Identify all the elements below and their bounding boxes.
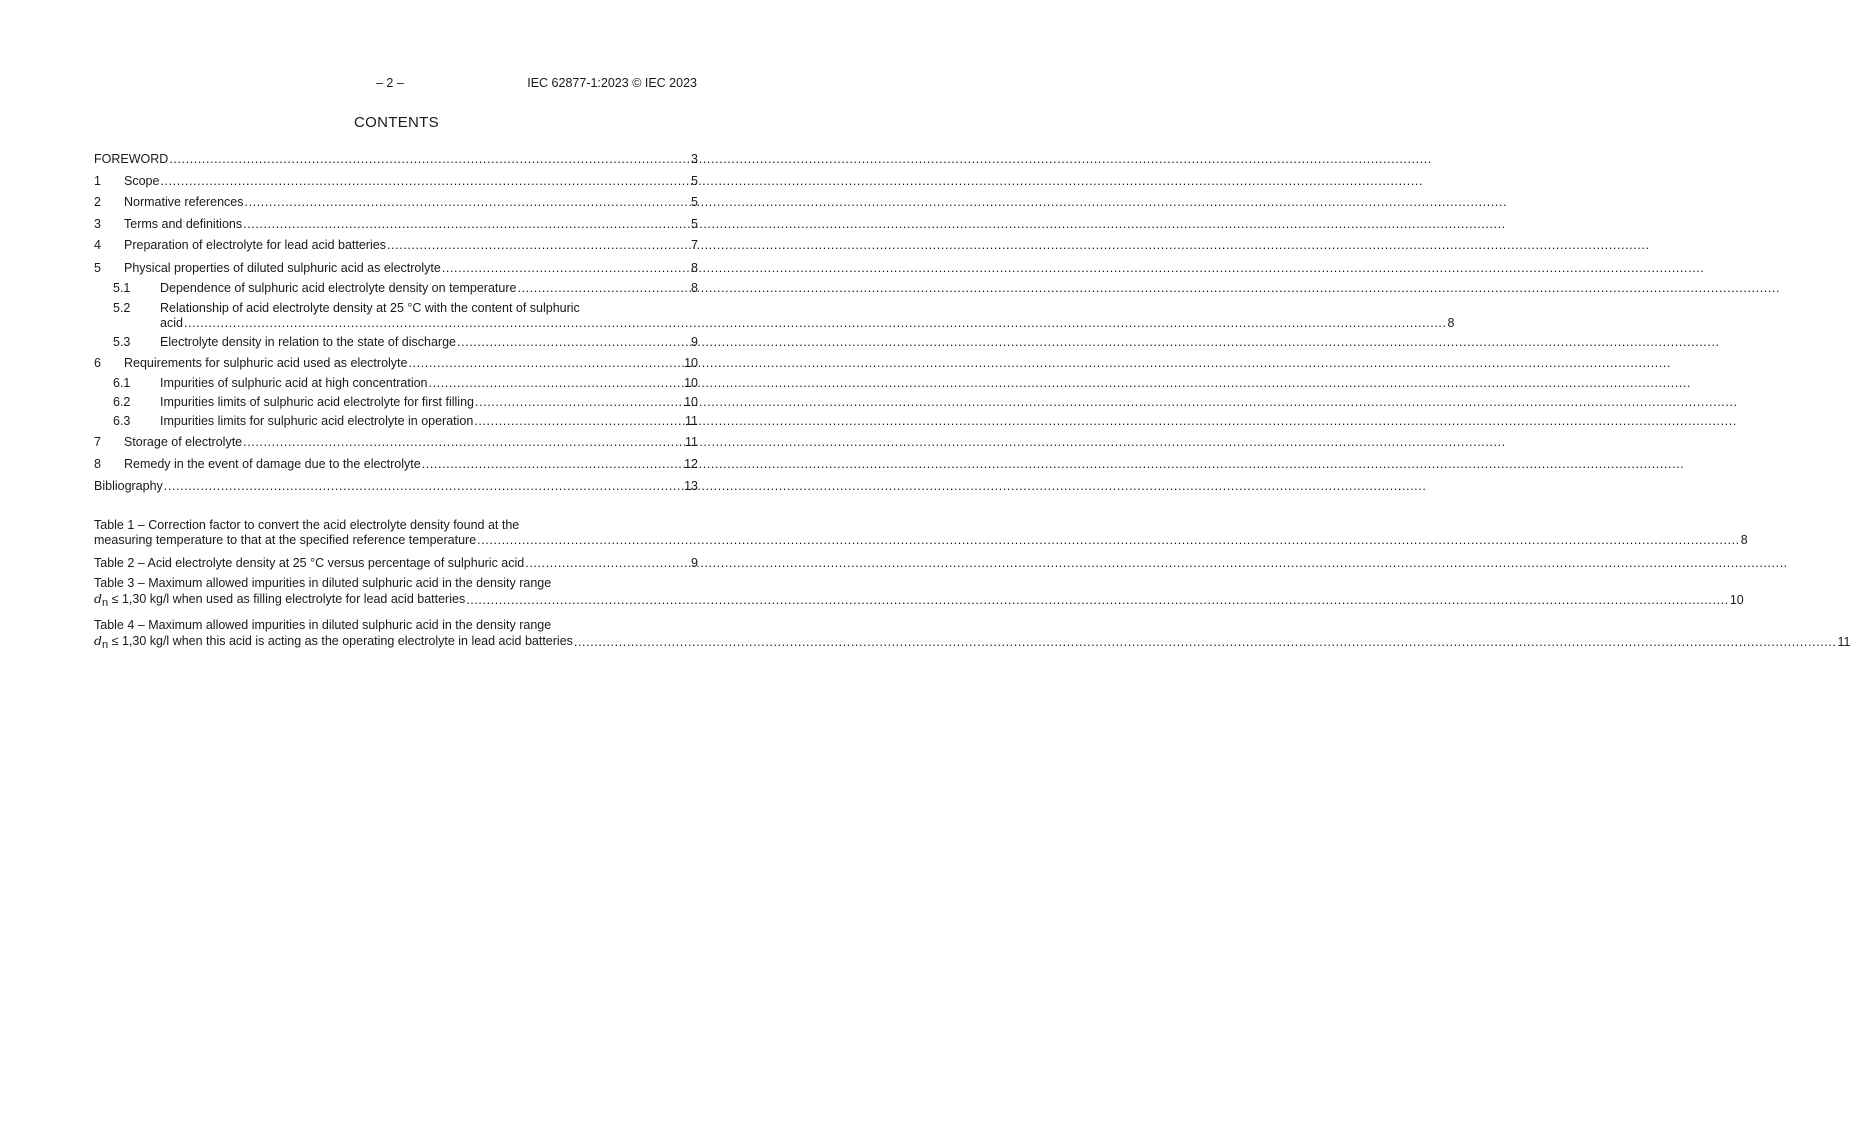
- toc-entry-page: 8: [691, 281, 698, 295]
- toc-entry-text: Scope: [124, 173, 160, 188]
- table-entry-page: 9: [691, 556, 698, 570]
- table-entry-line1: Table 2 – Acid electrolyte density at 25 °C versus percentage of sulphuric acid: [94, 556, 525, 570]
- toc-entry-3[interactable]: [94, 210, 698, 232]
- table-entry-line1: Table 3 – Maximum allowed impurities in diluted sulphuric acid in the density range: [94, 576, 552, 590]
- toc-entry-text: Bibliography: [94, 479, 163, 493]
- toc-entry-number: 5.1: [113, 281, 131, 295]
- table-entry-page: 11: [1837, 635, 1851, 649]
- toc-entry-5-3[interactable]: [94, 331, 698, 350]
- toc-entry-text: Physical properties of diluted sulphuric acid as electrolyte: [124, 261, 441, 275]
- page-title: CONTENTS: [354, 114, 439, 131]
- toc-entry-text: Normative references: [124, 195, 244, 209]
- toc-entry-page: 13: [684, 479, 698, 493]
- toc-entry-text: Terms and definitions: [124, 216, 243, 231]
- toc-entry-text: Remedy in the event of damage due to the electrolyte: [124, 457, 421, 471]
- dot-leader: [243, 217, 1506, 232]
- toc-entry-8[interactable]: [94, 450, 698, 472]
- toc-entry-text-line1: Relationship of acid electrolyte density at 25 °C with the content of sulphuric: [160, 301, 580, 315]
- density-subscript: n: [102, 597, 109, 609]
- dot-leader: [422, 457, 1685, 472]
- toc-entry-page: 5: [691, 216, 698, 231]
- table-of-contents: [94, 145, 1851, 651]
- toc-entry-page: 3: [691, 152, 698, 166]
- toc-entry-text: Impurities limits of sulphuric acid electrolyte for first filling: [160, 395, 474, 409]
- toc-entry-6-1[interactable]: [94, 371, 698, 391]
- toc-entry-number: 6.1: [113, 376, 131, 390]
- density-symbol: d: [94, 633, 103, 648]
- toc-entry-6[interactable]: [94, 350, 698, 371]
- toc-entry-2[interactable]: [94, 189, 698, 211]
- toc-entry-page: 10: [684, 395, 698, 409]
- dot-leader: [574, 635, 1837, 650]
- toc-entry-page: 5: [691, 173, 698, 188]
- toc-entry-number: 6.2: [113, 395, 131, 409]
- toc-entry-number: 6.3: [113, 414, 131, 428]
- table-list-entry-3[interactable]: [94, 571, 1744, 609]
- toc-entry-number: 7: [94, 435, 101, 449]
- toc-entry-page: 11: [685, 435, 698, 449]
- dot-leader: [408, 356, 1671, 371]
- toc-entry-6-3[interactable]: [94, 410, 698, 429]
- density-symbol: d: [94, 591, 103, 606]
- toc-entry-text: FOREWORD: [94, 152, 169, 166]
- toc-entry-text: Preparation of electrolyte for lead acid batteries: [124, 238, 386, 252]
- dot-leader: [466, 593, 1729, 608]
- dot-leader: [457, 335, 1720, 350]
- toc-entry-number: 5: [94, 261, 101, 275]
- dot-leader: [160, 174, 1423, 189]
- toc-entry-number: 8: [94, 457, 101, 471]
- density-subscript: n: [102, 639, 109, 651]
- toc-entry-number: 2: [94, 195, 101, 209]
- toc-entry-page: 8: [1447, 316, 1455, 330]
- dot-leader: [169, 152, 1432, 167]
- toc-entry-text: Requirements for sulphuric acid used as electrolyte: [124, 356, 408, 370]
- dot-leader: [477, 533, 1740, 548]
- dot-leader: [184, 316, 1447, 331]
- table-entry-page: 8: [1740, 533, 1748, 547]
- toc-entry-text-line2: acid: [160, 316, 183, 330]
- dot-leader: [475, 395, 1738, 410]
- toc-entry-text: Storage of electrolyte: [124, 435, 243, 449]
- table-entry-line1: Table 4 – Maximum allowed impurities in diluted sulphuric acid in the density range: [94, 618, 552, 632]
- dot-leader: [474, 414, 1737, 429]
- dot-leader: [525, 556, 1788, 571]
- toc-entry-number: 6: [94, 356, 101, 370]
- table-entry-line1: Table 1 – Correction factor to convert the acid electrolyte density found at the: [94, 518, 520, 532]
- toc-entry-text: Dependence of sulphuric acid electrolyte density on temperature: [160, 281, 517, 295]
- standard-reference: IEC 62877-1:2023 © IEC 2023: [527, 76, 697, 90]
- toc-entry-6-2[interactable]: [94, 391, 698, 410]
- toc-entry-page: 11: [685, 414, 698, 428]
- page-number: – 2 –: [376, 76, 404, 90]
- table-list-entry-2[interactable]: [94, 548, 698, 571]
- toc-entry-page: 10: [684, 376, 698, 390]
- toc-entry-number: 1: [94, 173, 101, 188]
- toc-entry-page: 5: [691, 195, 698, 209]
- table-entry-line2: ≤ 1,30 kg/l when used as filling electrolyte for lead acid batteries: [108, 592, 466, 606]
- toc-entry-page: 7: [691, 238, 698, 252]
- dot-leader: [517, 281, 1780, 296]
- toc-entry-page: 12: [684, 457, 698, 471]
- toc-entry-page: 8: [691, 261, 698, 275]
- dot-leader: [429, 376, 1692, 391]
- toc-entry-text: Impurities of sulphuric acid at high concentration: [160, 376, 428, 390]
- toc-entry-text: Impurities limits for sulphuric acid electrolyte in operation: [160, 414, 474, 428]
- spacer: [94, 494, 698, 514]
- toc-entry-foreword[interactable]: [94, 145, 698, 167]
- table-entry-page: 10: [1729, 593, 1744, 607]
- toc-entry-page: 10: [684, 356, 698, 370]
- toc-entry-page: 9: [691, 335, 698, 349]
- toc-entry-number: 3: [94, 216, 101, 231]
- toc-entry-4[interactable]: [94, 232, 698, 254]
- table-list-entry-4[interactable]: [94, 608, 1851, 651]
- toc-entry-1[interactable]: [94, 167, 698, 189]
- toc-entry-number: 5.3: [113, 335, 131, 349]
- toc-entry-5-1[interactable]: [94, 276, 698, 296]
- toc-entry-number: 5.2: [113, 301, 131, 315]
- dot-leader: [387, 238, 1650, 253]
- toc-entry-7[interactable]: [94, 429, 698, 450]
- dot-leader: [245, 195, 1508, 210]
- toc-entry-bibliography[interactable]: [94, 472, 698, 494]
- toc-entry-number: 4: [94, 238, 101, 252]
- toc-entry-text: Electrolyte density in relation to the state of discharge: [160, 335, 456, 349]
- dot-leader: [442, 261, 1705, 276]
- dot-leader: [243, 435, 1506, 450]
- table-entry-line2: measuring temperature to that at the specified reference temperature: [94, 533, 477, 547]
- dot-leader: [164, 479, 1427, 494]
- table-entry-line2: ≤ 1,30 kg/l when this acid is acting as the operating electrolyte in lead acid batteries: [108, 634, 573, 648]
- toc-entry-5-2[interactable]: [94, 296, 1455, 331]
- toc-entry-5[interactable]: [94, 253, 698, 276]
- table-list-entry-1[interactable]: [94, 514, 1748, 548]
